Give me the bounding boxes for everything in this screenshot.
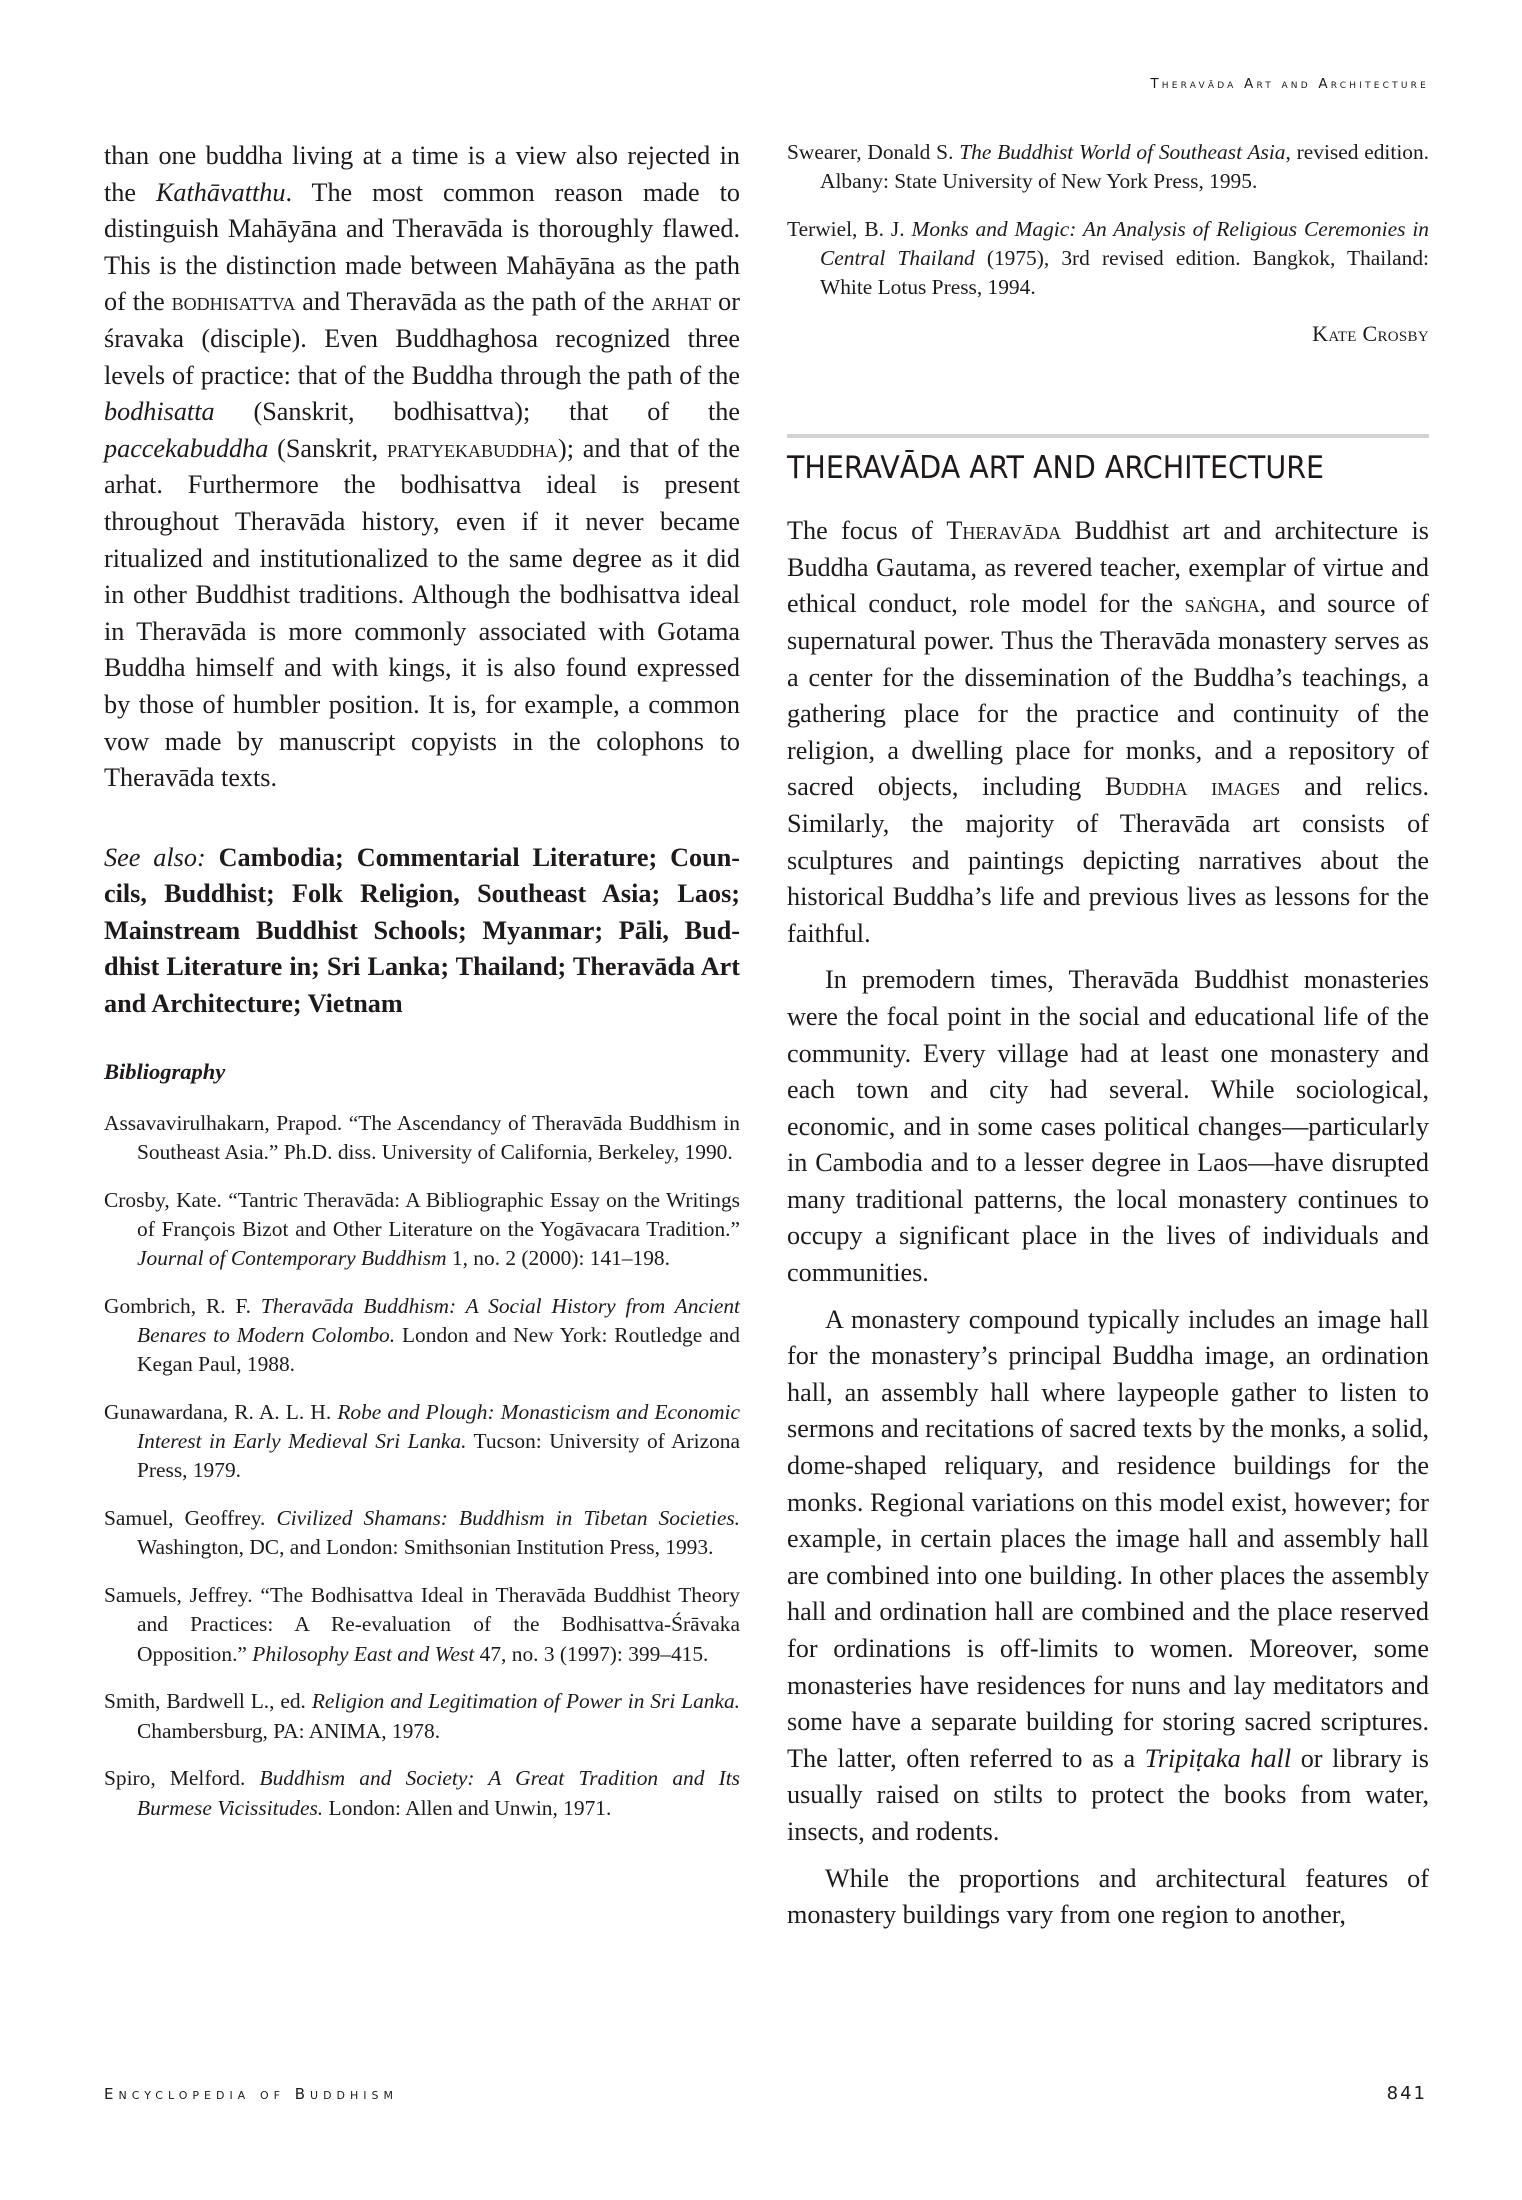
bibliography-entry (787, 138, 1429, 196)
bibliography-entry (104, 1504, 740, 1562)
entry-title: Journal of Contemporary Buddhism (137, 1246, 447, 1271)
continuation-paragraph (104, 138, 740, 797)
entry-title: Monks and Magic: An Analysis of Religious Ceremonies in Central Thailand (820, 217, 1429, 271)
italic-term: bodhisatta (104, 397, 215, 427)
bibliography-entry (787, 215, 1429, 303)
entry-text: Gombrich, R. F. (104, 1293, 261, 1318)
entry-text: Washington, DC, and London: Smithsonian Institution Press, 1993. (137, 1535, 714, 1560)
text-run: Buddhist art and architecture is Buddha Gautama, as revered teacher, exemplar of virtue and ethical conduct, role model for the (787, 516, 1429, 619)
bibliography-list (104, 1109, 740, 1823)
page-number: 841 (1386, 2083, 1427, 2104)
entry-text: Samuel, Geoffrey. (104, 1506, 277, 1531)
left-column (104, 138, 740, 1841)
cross-reference[interactable]: arhat (651, 287, 712, 317)
entry-text: Chambersburg, PA: ANIMA, 1978. (137, 1718, 441, 1743)
text-run: A monastery compound typically includes an image hall for the monastery’s principal Buddha image, an ordination hall, an assembly hall where laypeople gather to listen to sermons and recitations of sacred texts by the monks, a solid, dome-shaped reliquary, and residence buildings for the monks. Regional variations on this model exist, however; for example, in certain places the image hall and assembly hall are combined into one building. In other places the assembly hall and ordination hall are combined and the place reserved for ordinations is off-limits to women. Moreover, some monasteries have residences for nuns and lay meditators and some have a separate building for storing sacred scriptures. The latter, often referred to as a (787, 1304, 1429, 1773)
article-paragraph (787, 513, 1429, 952)
right-column (787, 138, 1429, 1934)
text-run: (Sanskrit, (268, 433, 387, 463)
entry-text: London and New York: Routledge and Kegan Paul, 1988. (137, 1323, 740, 1377)
entry-text: (1975), 3rd revised edition. Bangkok, Thailand: White Lotus Press, 1994. (820, 246, 1429, 300)
cross-reference[interactable]: pratyekabuddha (387, 433, 559, 463)
entry-text: Samuels, Jeffrey. “The Bodhisattva Ideal in Theravāda Buddhist Theory and Practices: A Re-evaluation of the Bodhisattva-Śrāvaka Opposition.” (104, 1583, 740, 1666)
entry-title: The Buddhist World of Southeast Asia (959, 140, 1286, 164)
cross-reference[interactable]: Buddha images (1104, 772, 1281, 802)
entry-title: Robe and Plough: Monasticism and Economic Interest in Early Medieval Sri Lanka. (137, 1400, 740, 1454)
cross-reference[interactable]: Theravāda (946, 516, 1062, 546)
text-run: or śravaka (disciple). Even Buddhaghosa recognized three levels of practice: that of the Buddha through the path of the (104, 287, 741, 390)
bibliography-entry (104, 1186, 740, 1274)
entry-text: Terwiel, B. J. (787, 217, 912, 241)
text-run: or library is usually raised on stilts to protect the books from water, insects, and rodents. (787, 1743, 1429, 1846)
bibliography-heading: Bibliography (104, 1058, 226, 1084)
entry-text: Crosby, Kate. “Tantric Theravāda: A Bibliographic Essay on the Writings of François Bizot and Other Literature on the Yogāvacara Tradition.” (104, 1187, 740, 1241)
entry-text: 1, no. 2 (2000): 141–198. (446, 1246, 670, 1271)
article-paragraph: While the proportions and architectural features of monastery buildings vary from one region to another, (787, 1863, 1429, 1930)
text-run: than one buddha living at a time is a view also rejected in the (104, 141, 740, 207)
italic-term: Tripiṭaka hall (1144, 1743, 1292, 1773)
bibliography-entry (104, 1581, 740, 1669)
text-run: . The most common reason made to distinguish Mahāyāna and Theravāda is thoroughly flawed. This is the distinction made between Mahāyāna as the path of the (104, 177, 740, 317)
entry-text: Tucson: University of Arizona Press, 1979. (137, 1429, 740, 1483)
article-paragraph: In premodern times, Theravāda Buddhist monasteries were the focal point in the social and educational life of the community. Every village had at least one monastery and each town and city had several. While sociological, economic, and in some cases political changes—particularly in Cambodia and to a lesser degree in Laos—have disrupted many traditional patterns, the local monastery continues to occupy a significant place in the lives of individuals and communities. (787, 965, 1429, 1288)
entry-title: Philosophy East and West (252, 1641, 475, 1666)
footer-publication-title: Encyclopedia of Buddhism (104, 2085, 399, 2103)
running-head: Theravāda Art and Architecture (1150, 76, 1429, 92)
bibliography-list-continued (787, 138, 1429, 303)
text-run: The focus of (787, 516, 947, 546)
article-title: THERAVĀDA ART AND ARCHITECTURE (787, 450, 1325, 487)
entry-text: Smith, Bardwell L., ed. (104, 1689, 312, 1714)
entry-title: Buddhism and Society: A Great Tradition and Its Burmese Vicissitudes. (137, 1766, 740, 1820)
entry-text: Swearer, Donald S. (787, 140, 960, 164)
cross-reference[interactable]: saṅgha (1184, 589, 1260, 619)
entry-title: Theravāda Buddhism: A Social History from Ancient Benares to Modern Colombo. (137, 1293, 740, 1348)
entry-text: Assavavirulhakarn, Prapod. “The Ascendancy of Theravāda Buddhism in Southeast Asia.” Ph.D. diss. University of California, Berkeley, 1990. (104, 1110, 740, 1164)
entry-text: Spiro, Melford. (104, 1766, 260, 1791)
text-run: ); and that of the arhat. Furthermore the bodhisattva ideal is present throughout Theravāda history, even if it never became ritualized and institutionalized to the same degree as it did in other Buddhist traditions. Although the bodhisattva ideal in Theravāda is more commonly associated with Gotama Buddha himself and with kings, it is also found expressed by those of humbler position. It is, for example, a common vow made by manuscript copyists in the colophons to Theravāda texts. (104, 433, 740, 793)
text-run: , and source of supernatural power. Thus the Theravāda monastery serves as a center for the dissemination of the Buddha’s teachings, a gathering place for the practice and continuity of the religion, a dwelling place for monks, and a repository of sacred objects, including (787, 589, 1429, 802)
italic-term: paccekabuddha (104, 433, 269, 463)
text-run: and Theravāda as the path of the (295, 287, 652, 317)
bibliography-entry (104, 1292, 740, 1380)
article-paragraph (787, 1302, 1429, 1851)
entry-text: Gunawardana, R. A. L. H. (104, 1400, 338, 1425)
italic-term: Kathāvatthu (155, 177, 286, 207)
bibliography-entry (104, 1687, 740, 1745)
entry-text: 47, no. 3 (1997): 399–415. (474, 1641, 709, 1666)
entry-text: London: Allen and Unwin, 1971. (323, 1795, 612, 1820)
see-also-label: See also: (104, 842, 206, 872)
entry-title: Civilized Shamans: Buddhism in Tibetan Societies. (276, 1506, 740, 1531)
bibliography-entry (104, 1764, 740, 1822)
text-run: and relics. Similarly, the majority of Theravāda art consists of sculptures and paintings depicting narratives about the historical Buddha’s life and previous lives as lessons for the faithful. (787, 772, 1429, 948)
section-divider (787, 434, 1429, 438)
author-byline: Kate Crosby (1312, 321, 1429, 347)
entry-text: , revised edition. Albany: State University of New York Press, 1995. (820, 140, 1430, 194)
see-also (104, 840, 740, 1023)
bibliography-entry (104, 1398, 740, 1486)
text-run: (Sanskrit, bodhisattva); that of the (214, 397, 740, 427)
see-also-links[interactable]: Cambodia; Commentarial Literature; Councils, Buddhist; Folk Religion, Southeast Asia; Laos; Mainstream Buddhist Schools; Myanmar; Pāli, Buddhist Literature in; Sri Lanka; Thailand; Theravāda Art and Architecture; Vietnam (104, 842, 740, 1019)
cross-reference[interactable]: bodhisattva (171, 287, 296, 317)
bibliography-entry (104, 1109, 740, 1167)
entry-title: Religion and Legitimation of Power in Sri Lanka. (311, 1689, 740, 1714)
